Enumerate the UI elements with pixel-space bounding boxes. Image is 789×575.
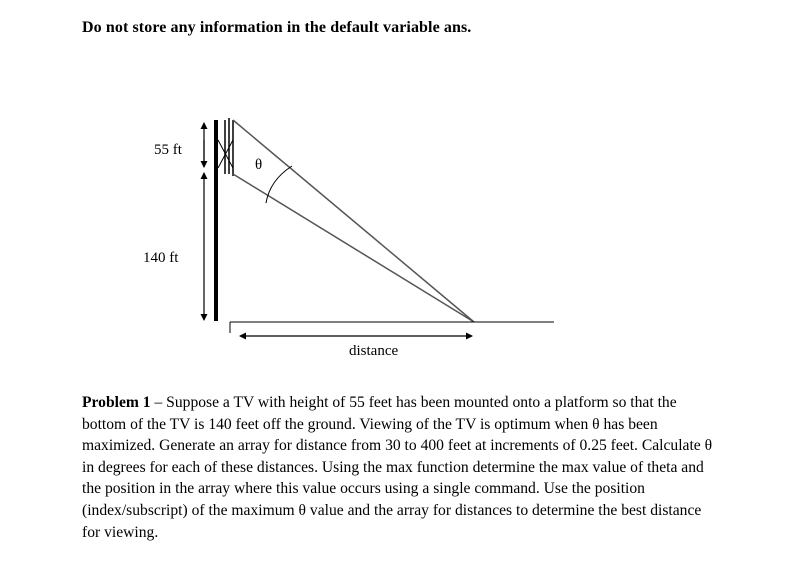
problem-label: Problem 1 [82,394,151,411]
sight-line-top [233,120,474,322]
distance-label: distance [349,343,399,359]
tv-height-label: 55 ft [154,142,182,158]
instruction-header: Do not store any information in the default variable ans. [82,19,472,36]
sight-line-bottom [233,174,474,322]
platform-height-label: 140 ft [143,250,179,266]
theta-label: θ [255,157,263,173]
problem-text: – Suppose a TV with height of 55 feet has been mounted onto a platform so that the bottom of the TV is 140 feet off the ground. Viewing of the TV is optimum when θ has been maximized. Generate an array for distance from 30 to 400 feet at increments of 0.25 feet. Calculate θ in degrees for each of these distances. Using the max function determine the max value of theta and the position in the array where this value occurs using a single command. Use the position (index/subscript) of the maximum θ value and the array for distances to determine the best distance for viewing. [82,394,713,541]
problem-statement [82,392,722,543]
